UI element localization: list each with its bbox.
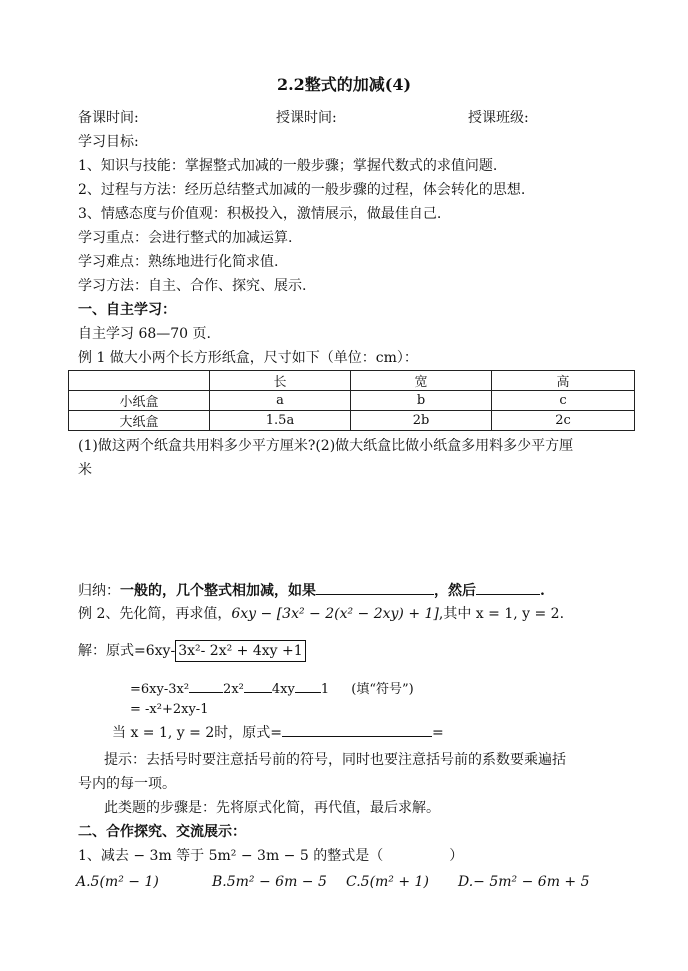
summary-blank-2[interactable]: [476, 580, 540, 595]
step-2-b: 2x²: [223, 682, 244, 697]
teach-time-label: 授课时间:: [276, 110, 337, 126]
goal-2: 2、过程与方法：经历总结整式加减的一般步骤的过程，体会转化的思想.: [78, 182, 526, 198]
step-2-line: [130, 678, 414, 700]
step-2-d: 1: [320, 682, 330, 697]
table-cell: 2b: [351, 411, 492, 431]
page-title: 2.2整式的加减(4): [276, 75, 412, 94]
table-cell: c: [492, 391, 635, 411]
table-row: [69, 411, 635, 431]
step-2-c: 4xy: [271, 682, 295, 697]
goal-3: 3、情感态度与价值观：积极投入，激情展示，做最佳自己.: [78, 206, 442, 222]
sign-blank-2[interactable]: [244, 678, 272, 693]
table-header-cell: [69, 371, 210, 391]
table-cell: a: [210, 391, 351, 411]
learning-method: 学习方法：自主、合作、探究、展示.: [78, 278, 307, 294]
table-cell: 1.5a: [210, 411, 351, 431]
sign-blank-3[interactable]: [295, 678, 321, 693]
box-dimensions-table: [68, 370, 635, 431]
goal-1: 1、知识与技能：掌握整式加减的一般步骤；掌握代数式的求值问题.: [78, 158, 498, 174]
question-1-close: ）: [449, 848, 464, 864]
evaluate-line: [112, 722, 444, 743]
summary-text-1: 一般的，几个整式相加减，如果: [120, 583, 316, 599]
option-d[interactable]: D.− 5m² − 6m + 5: [458, 874, 590, 890]
section-2-heading: 二、合作探究、交流展示：: [78, 824, 246, 840]
tip-line-1: 提示：去括号时要注意括号前的符号，同时也要注意括号前的系数要乘遍括: [104, 752, 566, 768]
evaluate-text: 当 x = 1, y = 2时，原式=: [112, 725, 282, 741]
example-2-prefix: 例 2、先化简，再求值，: [78, 606, 232, 622]
goals-heading: 学习目标:: [78, 134, 139, 150]
evaluate-blank[interactable]: [282, 722, 432, 737]
table-cell: b: [351, 391, 492, 411]
prep-time-label: 备课时间:: [78, 110, 139, 126]
self-study-pages: 自主学习 68—70 页.: [78, 326, 211, 342]
step-3-line: = -x²+2xy-1: [130, 702, 209, 717]
header-row: [78, 108, 529, 128]
question-1-line-1: (1)做这两个纸盒共用料多少平方厘米?(2)做大纸盒比做小纸盒多用料多少平方厘: [78, 438, 574, 454]
sign-blank-1[interactable]: [189, 678, 223, 693]
example-1-text: 例 1 做大小两个长方形纸盒，尺寸如下（单位：cm）：: [78, 350, 418, 366]
step-2-a: =6xy-3x²: [130, 682, 190, 697]
table-cell: 大纸盒: [69, 411, 210, 431]
solution-prefix: 解：原式=6xy-: [78, 643, 176, 659]
learning-difficulty: 学习难点：熟练地进行化简求值.: [78, 254, 279, 270]
table-cell: 小纸盒: [69, 391, 210, 411]
table-header-cell: 长: [210, 371, 351, 391]
table-header-row: [69, 371, 635, 391]
learning-focus: 学习重点：会进行整式的加减运算.: [78, 230, 293, 246]
option-a[interactable]: A.5(m² − 1): [76, 874, 159, 890]
summary-prefix: 归纳：: [78, 583, 120, 599]
section-1-heading: 一、自主学习：: [78, 302, 176, 318]
tip-line-2: 号内的每一项。: [78, 776, 176, 792]
option-c[interactable]: C.5(m² + 1): [346, 874, 429, 890]
example-2-line: [78, 604, 564, 624]
summary-text-2: ，然后: [434, 583, 476, 599]
table-cell: 2c: [492, 411, 635, 431]
example-2-condition: ,其中 x = 1, y = 2.: [438, 606, 565, 622]
steps-text: 此类题的步骤是：先将原式化简，再代值，最后求解。: [104, 800, 440, 816]
example-2-expression: 6xy − [3x² − 2(x² − 2xy) + 1]: [231, 606, 439, 622]
question-1-text: 1、减去 − 3m 等于 5m² − 3m − 5 的整式是（: [78, 848, 384, 864]
solution-bracket: 3x²- 2x² + 4xy +1: [175, 640, 305, 662]
question-1-line: [78, 846, 463, 866]
solution-line: [78, 640, 306, 662]
class-label: 授课班级:: [468, 110, 529, 126]
table-header-cell: 宽: [351, 371, 492, 391]
summary-line: [78, 580, 545, 601]
table-header-cell: 高: [492, 371, 635, 391]
table-row: [69, 391, 635, 411]
summary-blank-1[interactable]: [316, 580, 434, 595]
step-2-note: (填“符号”): [351, 682, 414, 697]
question-1-line-2: 米: [78, 462, 92, 478]
summary-end: .: [540, 583, 545, 599]
evaluate-end: =: [431, 725, 444, 741]
option-b[interactable]: B.5m² − 6m − 5: [212, 874, 327, 890]
